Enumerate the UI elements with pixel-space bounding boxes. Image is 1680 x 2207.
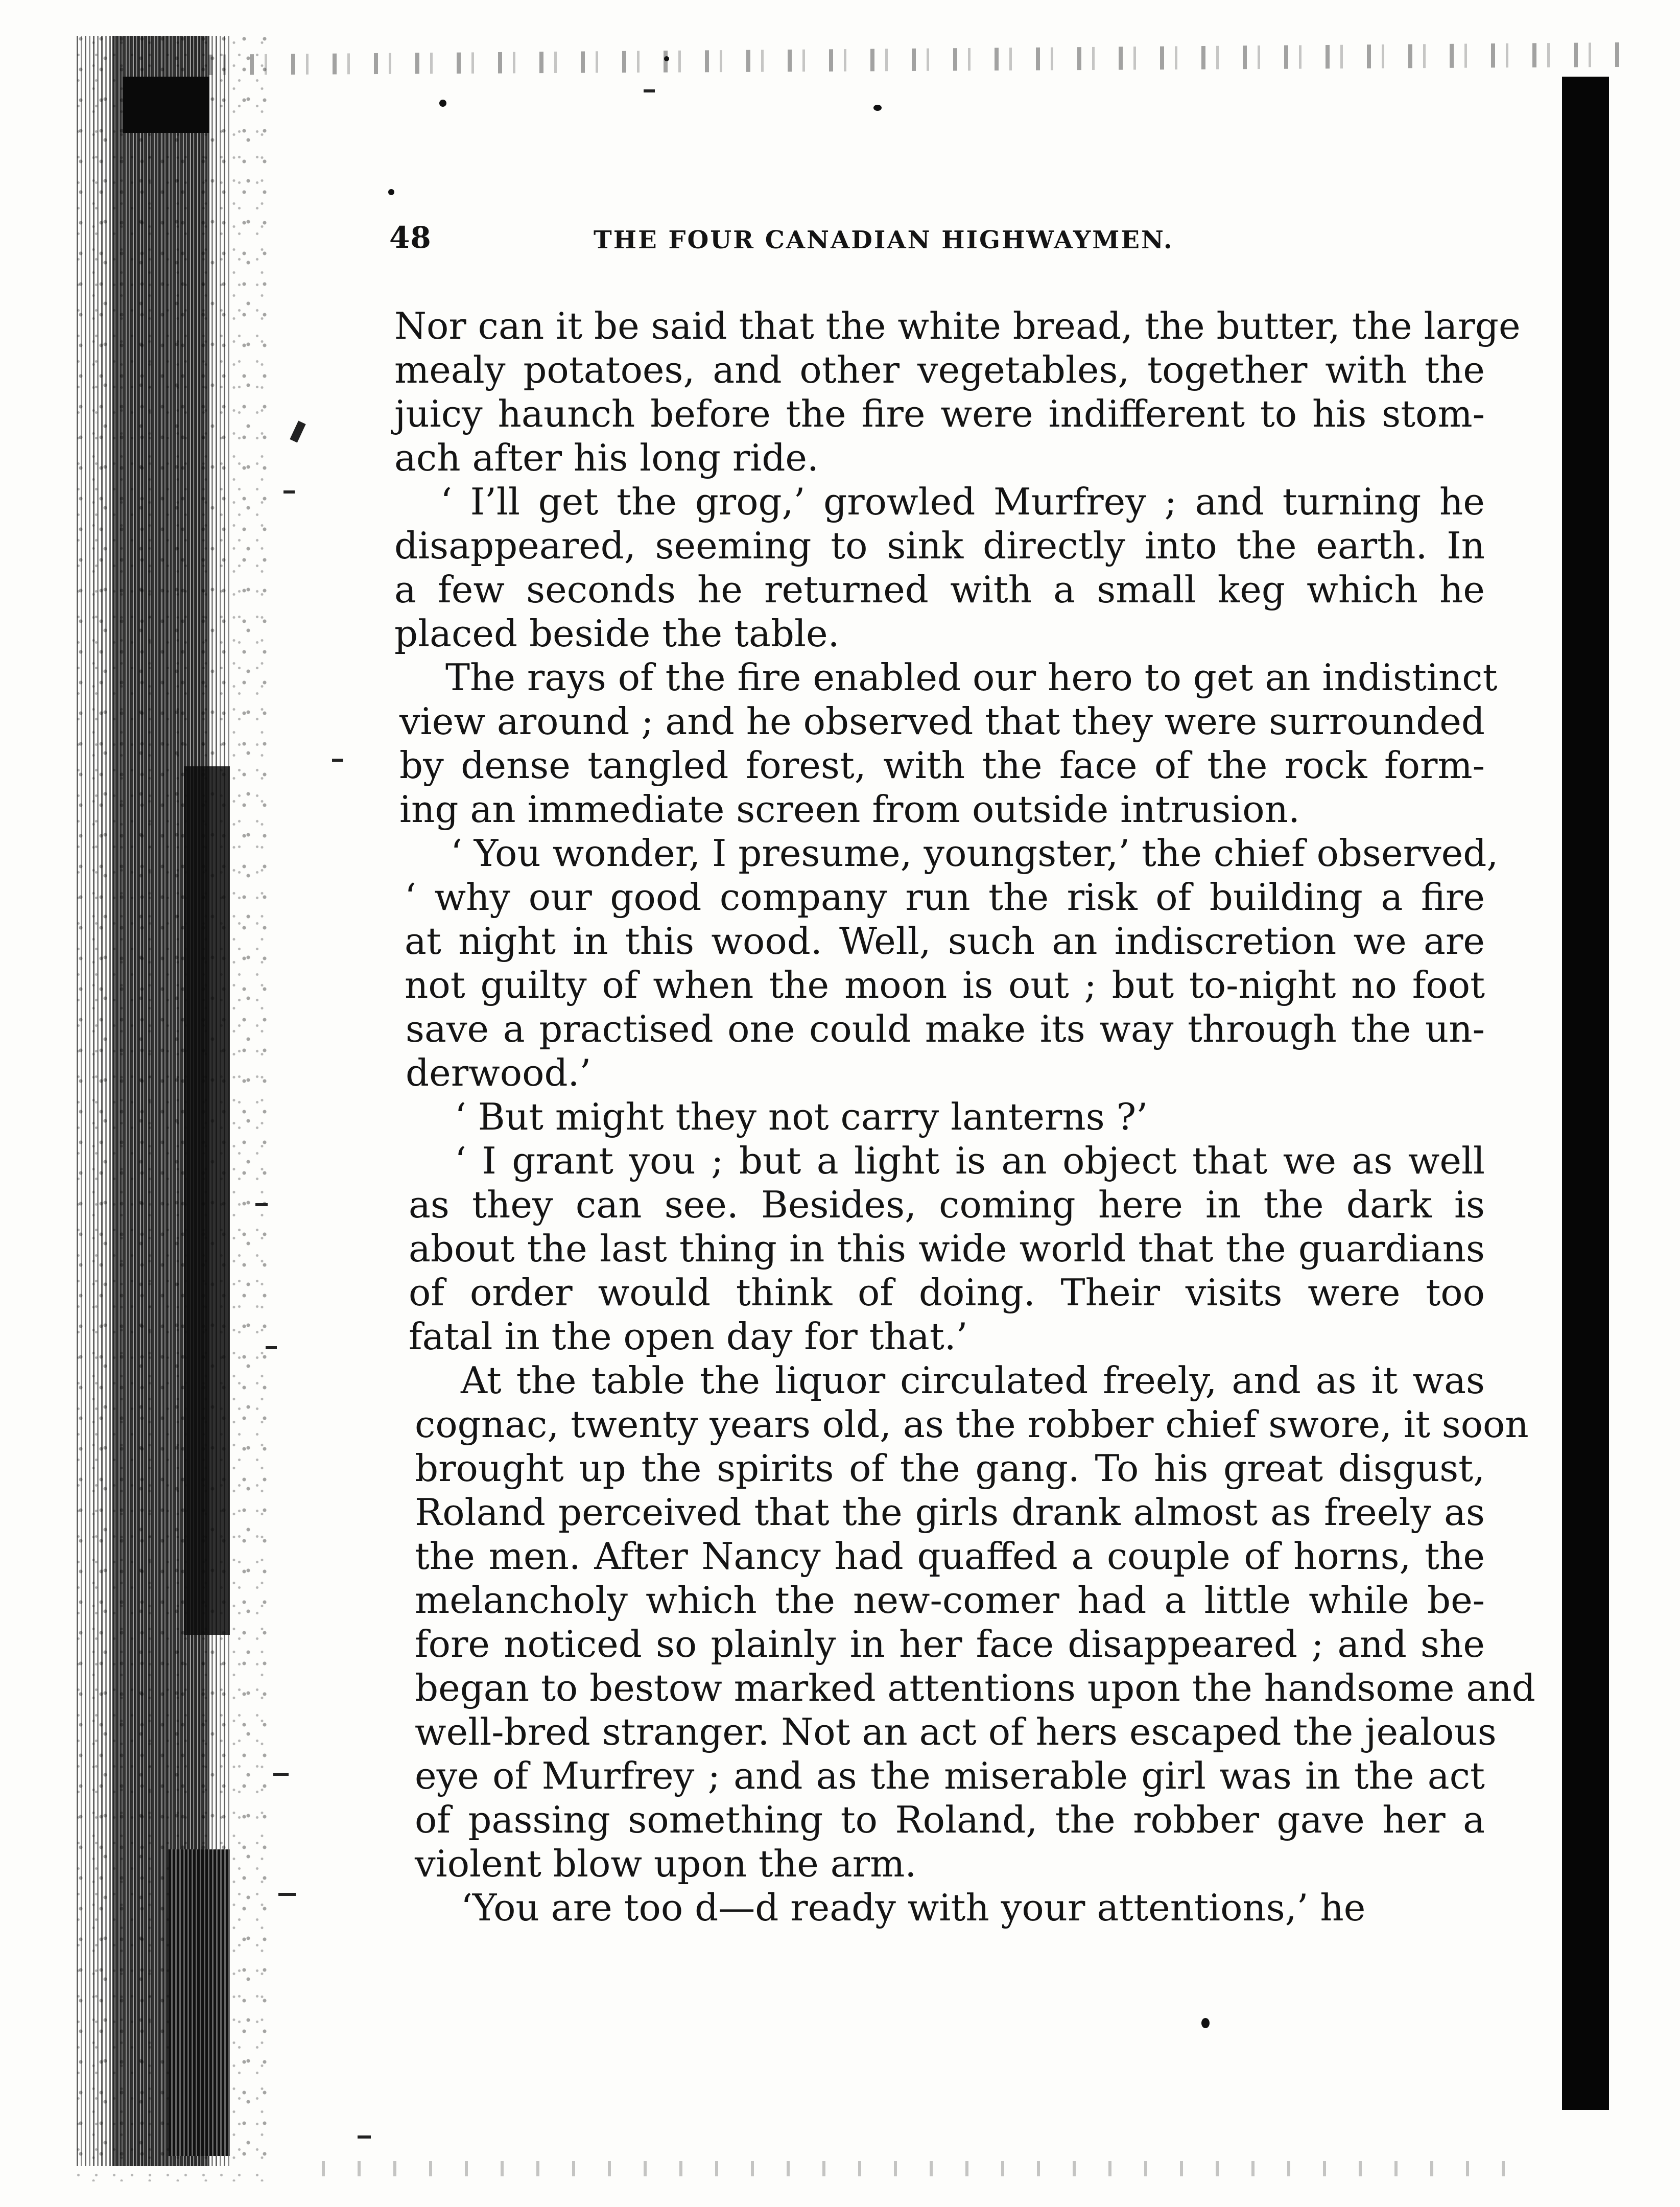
speck — [664, 56, 669, 61]
right-page-edge — [1562, 77, 1609, 2110]
page-number: 48 — [389, 220, 432, 255]
speck-dash — [255, 1203, 268, 1206]
text-line: ‘ But might they not carry lanterns ?’ — [455, 1095, 1148, 1138]
text-line: derwood.’ — [406, 1051, 591, 1094]
speck-dash — [290, 420, 305, 442]
text-line: of order would think of doing. Their visits were too — [409, 1271, 1485, 1314]
speck-dash — [332, 759, 343, 762]
speck — [1201, 2018, 1210, 2028]
text-line: at night in this wood. Well, such an indiscretion we are — [405, 920, 1485, 962]
text-line: began to bestow marked attentions upon the handsome and — [415, 1666, 1535, 1709]
running-title: THE FOUR CANADIAN HIGHWAYMEN. — [594, 226, 1174, 254]
text-line: a few seconds he returned with a small keg which he — [394, 568, 1485, 611]
text-line: brought up the spirits of the gang. To his great disgust, — [415, 1447, 1485, 1490]
text-line: about the last thing in this wide world that the guardians — [409, 1227, 1485, 1270]
text-line: ach after his long ride. — [394, 436, 819, 479]
speck — [388, 189, 394, 195]
binding-top-block — [123, 77, 209, 133]
text-line: as they can see. Besides, coming here in the dark is — [409, 1183, 1485, 1226]
text-line: violent blow upon the arm. — [415, 1842, 917, 1885]
text-line: ‘ I’ll get the grog,’ growled Murfrey ; and turning he — [440, 480, 1485, 523]
text-line: eye of Murfrey ; and as the miserable girl was in the act — [415, 1754, 1485, 1797]
speck-dash — [278, 1893, 296, 1896]
speck — [439, 100, 446, 107]
top-scan-noise — [199, 38, 1619, 79]
text-line: melancholy which the new-comer had a little while be- — [415, 1579, 1485, 1622]
text-line: save a practised one could make its way through the un- — [406, 1007, 1485, 1050]
text-line: the men. After Nancy had quaffed a couple of horns, the — [415, 1535, 1485, 1578]
speck-dash — [283, 490, 295, 494]
binding-bottom-block — [169, 1849, 230, 2156]
text-line: fatal in the open day for that.’ — [409, 1315, 968, 1358]
text-line: juicy haunch before the fire were indifferent to his stom- — [394, 392, 1485, 435]
speck-dash — [273, 1773, 289, 1776]
binding-dark-block — [184, 766, 230, 1635]
text-line: disappeared, seeming to sink directly into the earth. In — [394, 524, 1485, 567]
text-line: by dense tangled forest, with the face of the rock form- — [399, 744, 1485, 787]
text-line: well-bred stranger. Not an act of hers escaped the jealous — [415, 1710, 1497, 1753]
text-line: At the table the liquor circulated freely, and as it was — [461, 1359, 1485, 1402]
text-line: ‘ You wonder, I presume, youngster,’ the chief observed, — [451, 832, 1499, 875]
text-line: Nor can it be said that the white bread, the butter, the large — [394, 304, 1521, 347]
text-line: cognac, twenty years old, as the robber chief swore, it soon — [415, 1403, 1529, 1446]
text-line: ‘ I grant you ; but a light is an object that we as well — [455, 1139, 1485, 1182]
text-line: Roland perceived that the girls drank almost as freely as — [415, 1491, 1485, 1534]
text-line: ‘ why our good company run the risk of building a fire — [405, 876, 1485, 919]
text-line: The rays of the fire enabled our hero to get an indistinct — [445, 656, 1498, 699]
text-line: mealy potatoes, and other vegetables, together with the — [394, 348, 1485, 391]
text-line: fore noticed so plainly in her face disappeared ; and she — [415, 1623, 1485, 1665]
speck-dash — [358, 2135, 371, 2139]
text-line: view around ; and he observed that they were surrounded — [399, 700, 1485, 743]
running-head — [389, 217, 1462, 263]
text-line: ing an immediate screen from outside intrusion. — [399, 788, 1300, 831]
speck-dash — [644, 89, 655, 92]
speck — [873, 105, 882, 111]
text-line: placed beside the table. — [394, 612, 840, 655]
text-line: not guilty of when the moon is out ; but to-night no foot — [405, 964, 1485, 1006]
text-line: of passing something to Roland, the robber gave her a — [415, 1798, 1485, 1841]
bottom-scan-noise — [306, 2161, 1532, 2176]
text-line: ‘You are too d—d ready with your attentions,’ he — [461, 1886, 1366, 1929]
speck-dash — [266, 1346, 277, 1349]
